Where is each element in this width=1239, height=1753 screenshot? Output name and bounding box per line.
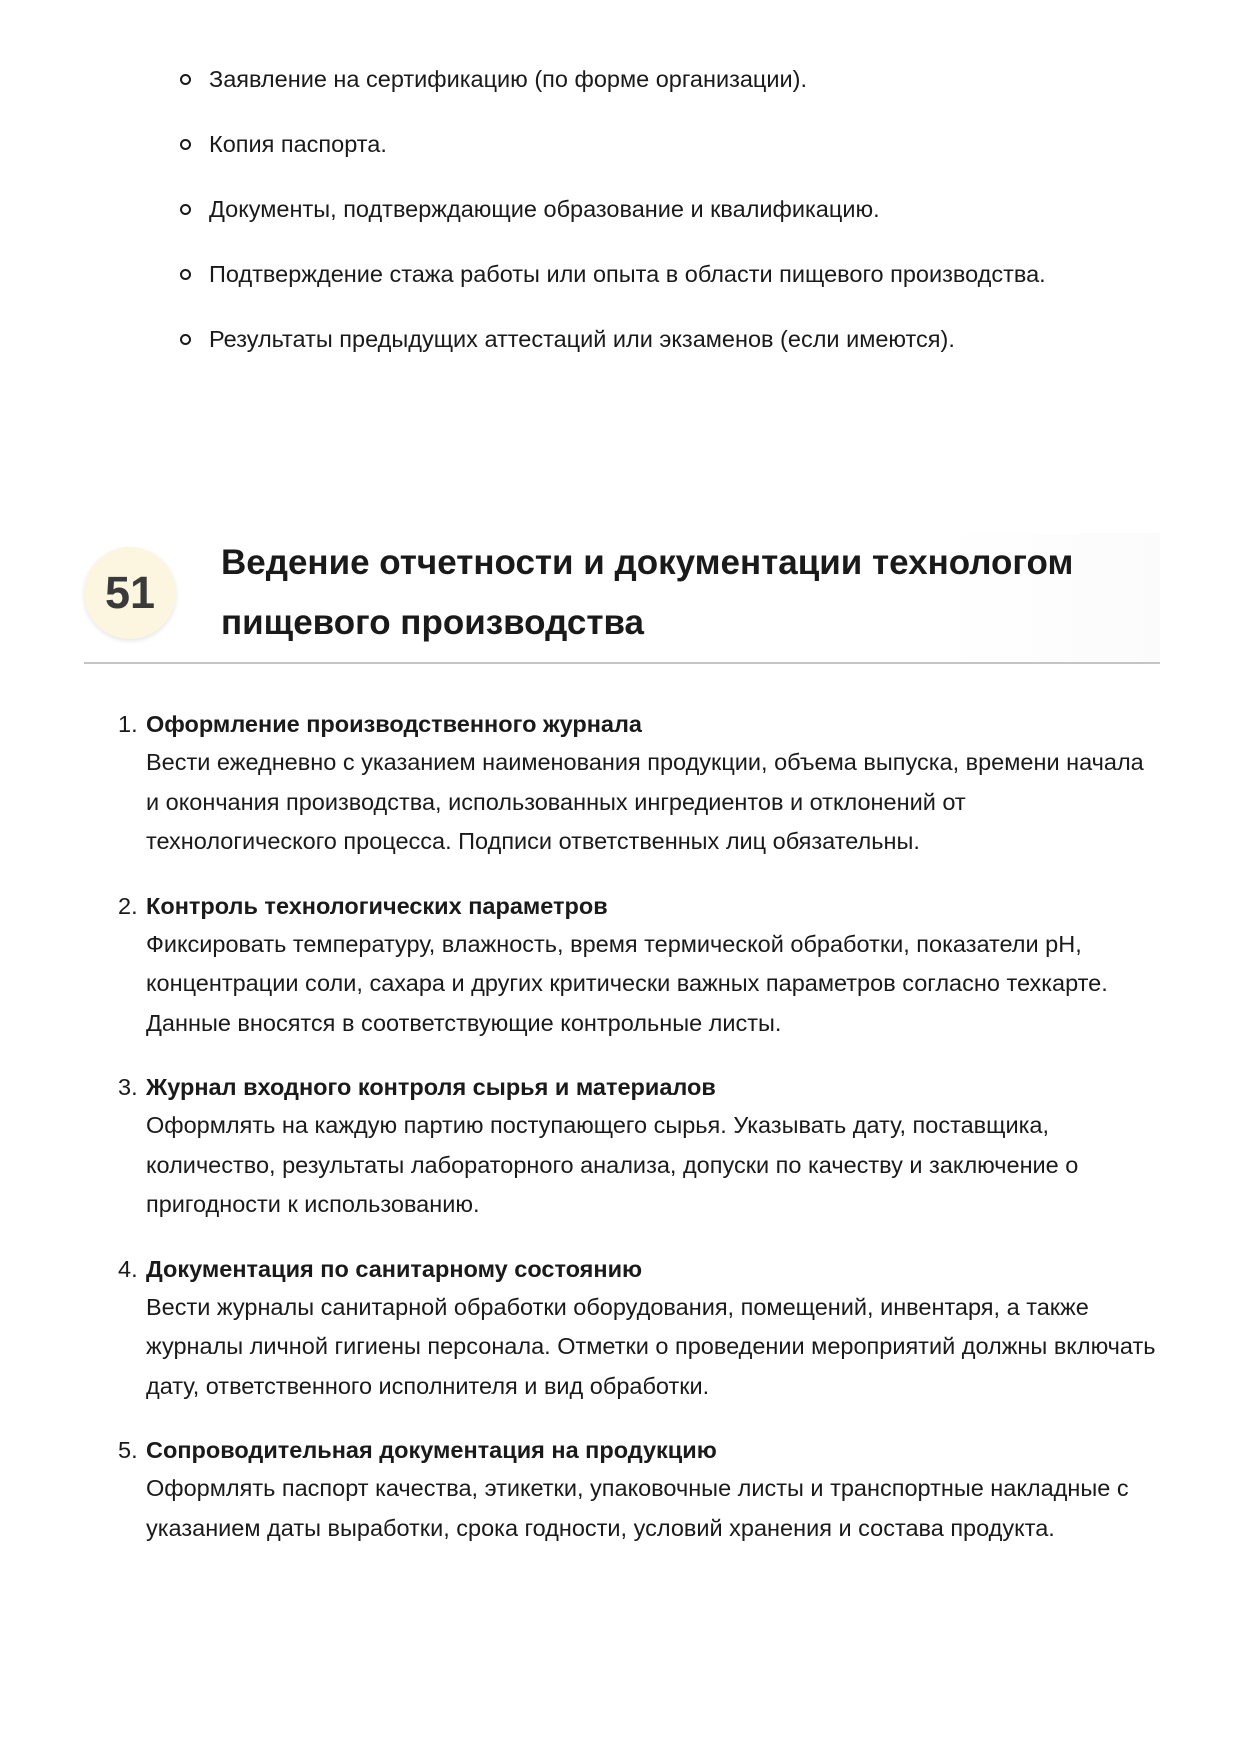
- list-item: [110, 1432, 1160, 1548]
- list-item: [180, 322, 1180, 356]
- circle-bullet-icon: [180, 269, 191, 280]
- section-header: [84, 533, 1160, 664]
- circle-bullet-icon: [180, 74, 191, 85]
- list-item: [180, 192, 1180, 226]
- requirements-bullet-list: [180, 62, 1180, 387]
- item-title: Контроль технологических параметров: [146, 892, 608, 919]
- item-title: Журнал входного контроля сырья и материалов: [146, 1074, 716, 1100]
- circle-bullet-icon: [180, 139, 191, 150]
- list-item: [110, 1069, 1160, 1225]
- item-number: 5.: [118, 1437, 138, 1463]
- section-title-line-2: пищевого производства: [221, 603, 644, 642]
- list-item-text: Подтверждение стажа работы или опыта в области пищевого производства.: [209, 261, 1046, 287]
- list-item: [110, 888, 1160, 1044]
- list-item-text: Результаты предыдущих аттестаций или экзаменов (если имеются).: [209, 326, 955, 352]
- documentation-numbered-list: [110, 706, 1160, 1574]
- item-title: Оформление производственного журнала: [146, 711, 642, 737]
- section-number-badge: 51: [84, 547, 176, 639]
- list-item: [180, 62, 1180, 96]
- circle-bullet-icon: [180, 334, 191, 345]
- section-title-line-1: Ведение отчетности и документации технологом: [221, 543, 1074, 582]
- item-number: 4.: [118, 1255, 138, 1282]
- item-number: 2.: [118, 892, 138, 919]
- item-number: 1.: [118, 711, 138, 737]
- item-title: Сопроводительная документация на продукцию: [146, 1437, 717, 1463]
- item-description: Оформлять на каждую партию поступающего сырья. Указывать дату, поставщика, количество, результаты лабораторного анализа, допуски по качеству и заключение о пригодности к использованию.: [146, 1112, 1079, 1217]
- list-item: [180, 127, 1180, 161]
- item-description: Фиксировать температуру, влажность, время термической обработки, показатели pH, концентрации соли, сахара и других критически важных параметров согласно техкарте. Данные вносятся в соответствующие контрольные листы.: [146, 930, 1108, 1036]
- list-item-text: Документы, подтверждающие образование и квалификацию.: [209, 196, 880, 222]
- list-item: [110, 1251, 1160, 1407]
- list-item-text: Копия паспорта.: [209, 131, 387, 157]
- item-description: Вести ежедневно с указанием наименования продукции, объема выпуска, времени начала и окончания производства, использованных ингредиентов и отклонений от технологического процесса. Подписи ответственных лиц обязательны.: [146, 749, 1144, 854]
- circle-bullet-icon: [180, 204, 191, 215]
- item-number: 3.: [118, 1074, 138, 1100]
- item-description: Оформлять паспорт качества, этикетки, упаковочные листы и транспортные накладные с указанием даты выработки, срока годности, условий хранения и состава продукта.: [146, 1475, 1129, 1541]
- item-description: Вести журналы санитарной обработки оборудования, помещений, инвентаря, а также журналы личной гигиены персонала. Отметки о проведении мероприятий должны включать дату, ответственного исполнителя и вид обработки.: [146, 1293, 1156, 1399]
- list-item-text: Заявление на сертификацию (по форме организации).: [209, 66, 807, 92]
- section-title: [221, 533, 1161, 653]
- list-item: [180, 257, 1180, 291]
- list-item: [110, 706, 1160, 862]
- item-title: Документация по санитарному состоянию: [146, 1255, 643, 1282]
